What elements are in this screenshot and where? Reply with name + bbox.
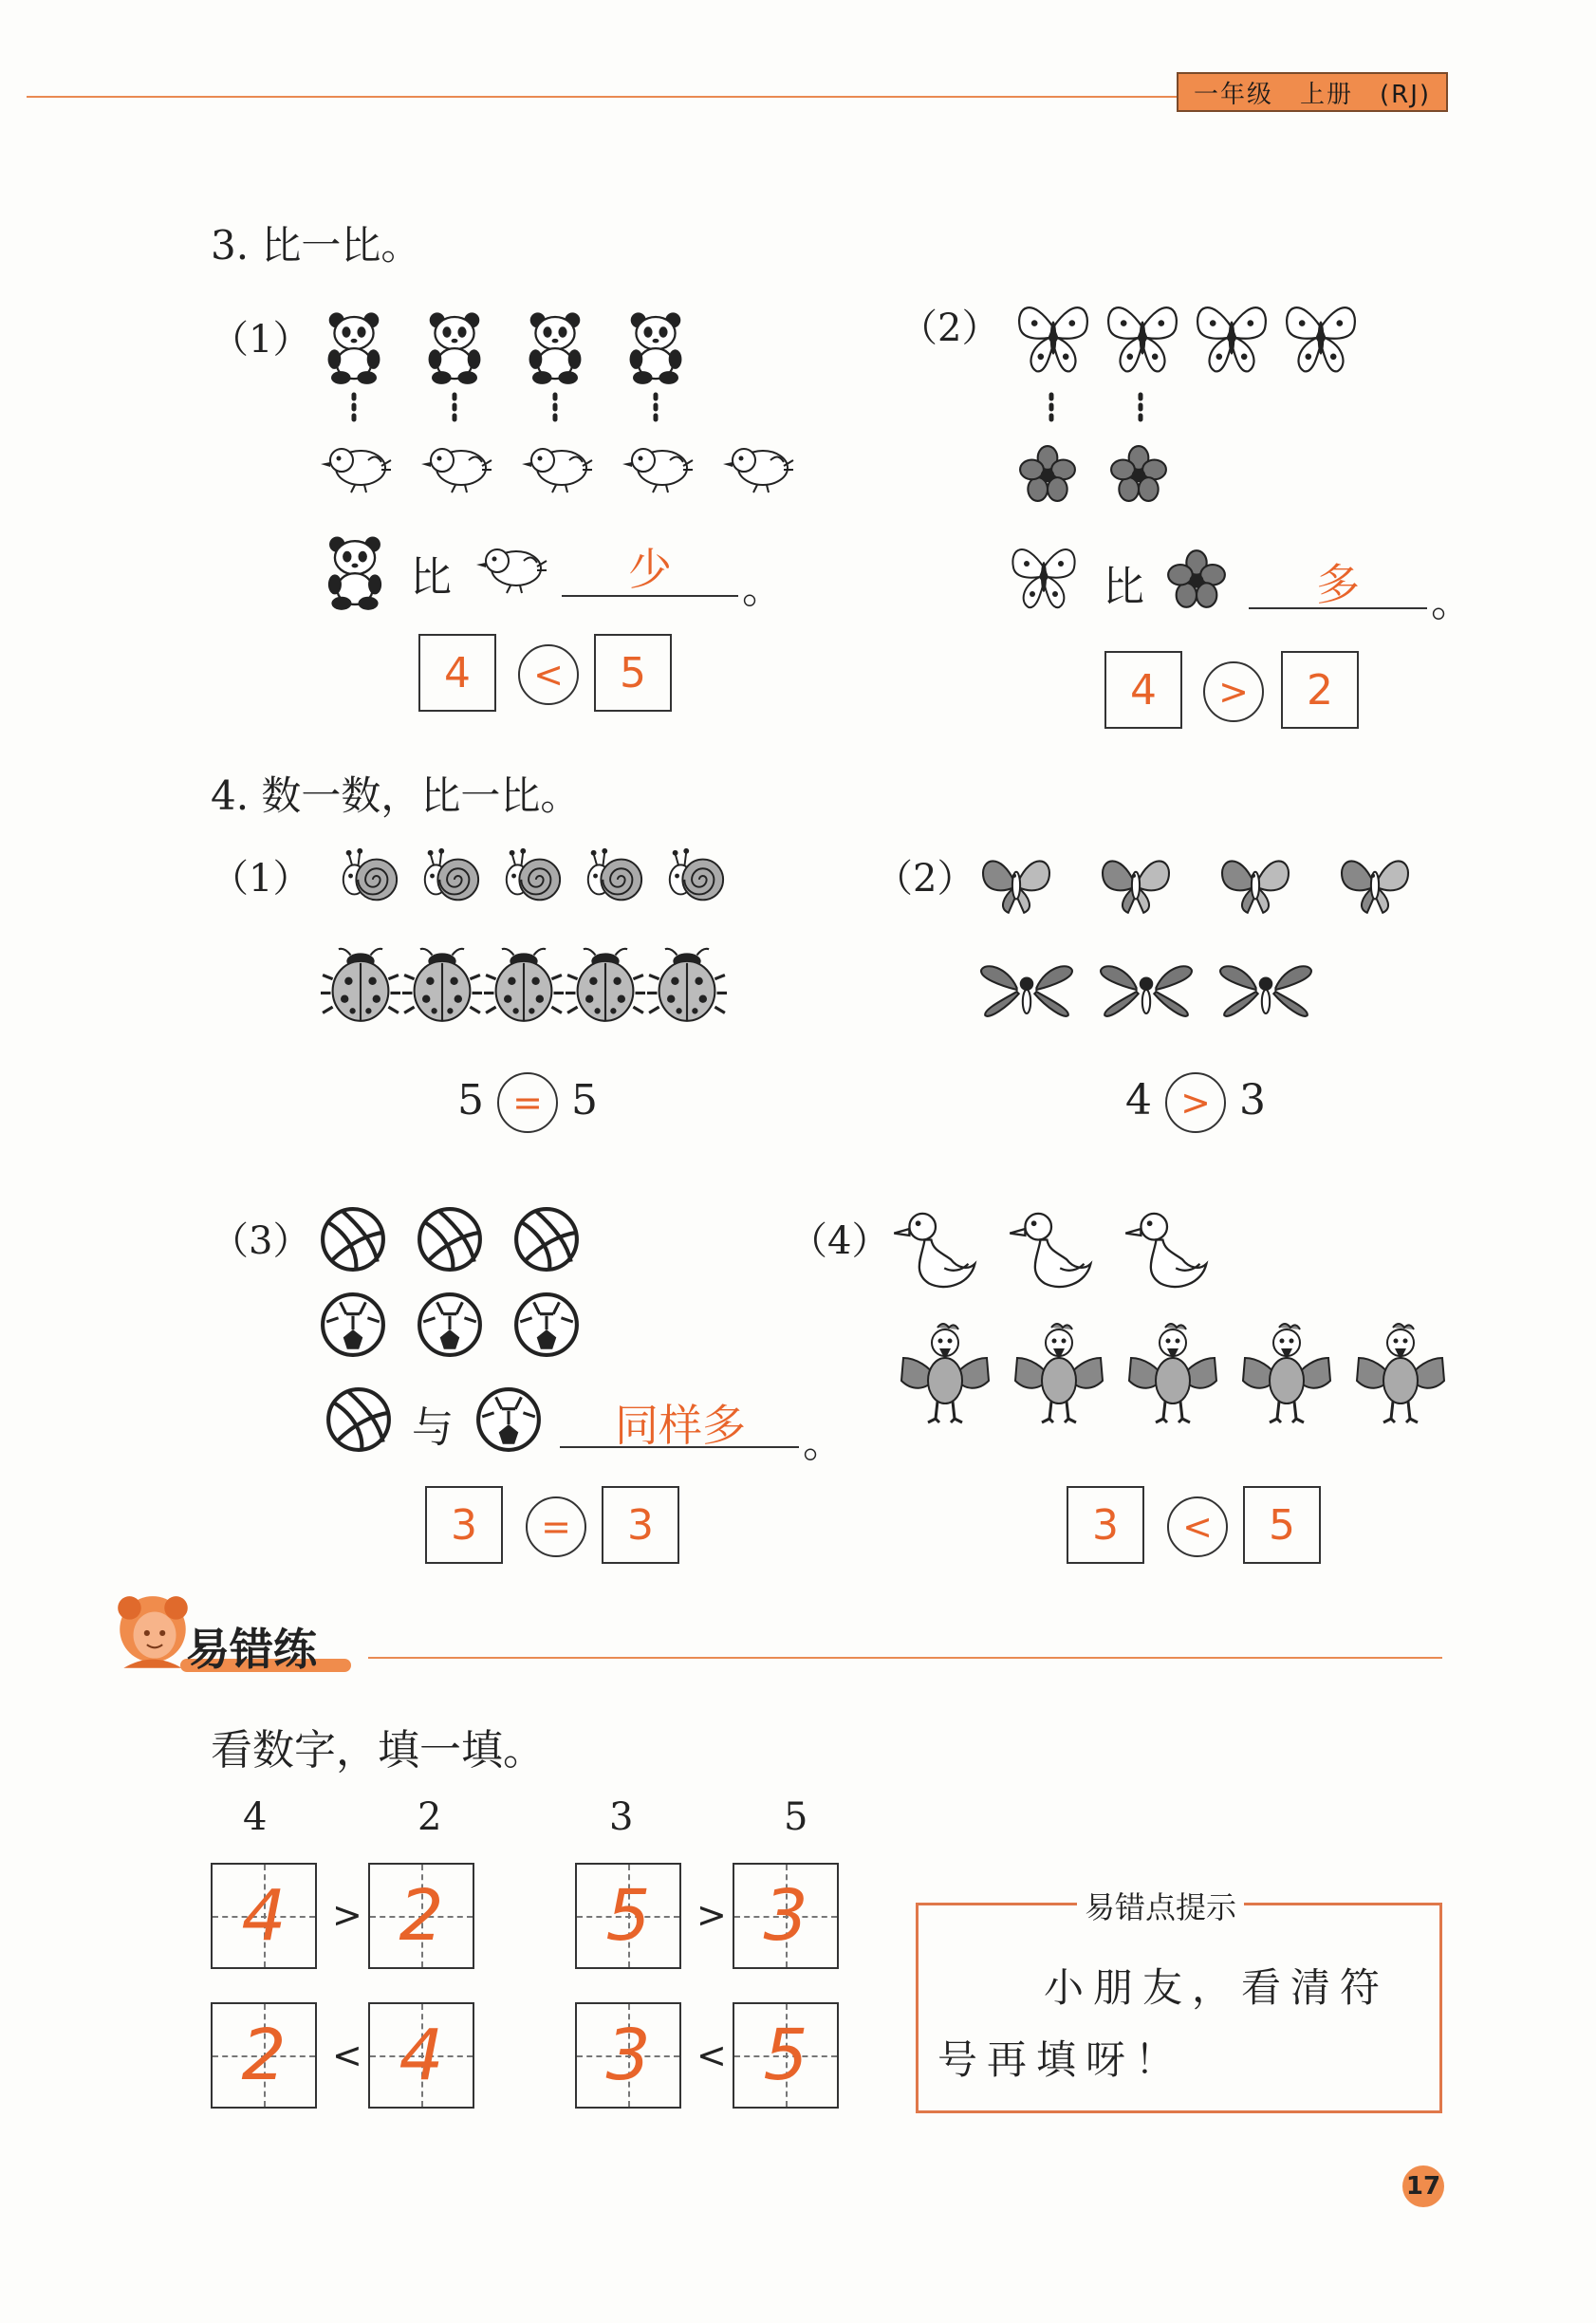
soccer-ball-icon xyxy=(512,1291,581,1359)
grid-answer: 3 xyxy=(605,2015,651,2096)
chick-icon xyxy=(721,437,797,495)
q4-part1-label: （1） xyxy=(211,857,311,901)
page-number: 17 xyxy=(1402,2165,1444,2207)
q4-part1-op-circle[interactable]: = xyxy=(497,1072,558,1133)
ladybug-icon xyxy=(647,939,727,1031)
comparison-sign: < xyxy=(332,2035,362,2076)
q3-part2-label: （2） xyxy=(900,307,1000,350)
grid-answer: 4 xyxy=(241,1875,287,1957)
practice-number-1: 4 xyxy=(243,1795,268,1839)
rooster-icon xyxy=(1125,1310,1220,1435)
flower-icon xyxy=(1165,548,1228,609)
flower-icon xyxy=(1108,444,1169,503)
ladybug-icon xyxy=(566,939,645,1031)
snail-icon xyxy=(499,843,564,911)
grid-box[interactable] xyxy=(211,2002,317,2109)
q3-part1-answer-line xyxy=(562,595,738,597)
snail-icon xyxy=(662,843,727,911)
practice-instruction: 看数字，填一填。 xyxy=(211,1726,545,1775)
q4-part1-right: 5 xyxy=(571,1076,598,1124)
q3-part1-left-box[interactable]: 4 xyxy=(418,634,496,712)
moth-icon xyxy=(977,843,1055,922)
rooster-icon xyxy=(898,1310,993,1435)
butterfly-icon xyxy=(1190,294,1273,381)
duck-icon xyxy=(1123,1205,1211,1296)
q3-part2-period: 。 xyxy=(1431,578,1473,626)
moth-icon xyxy=(1097,843,1175,922)
q3-part1-answer[interactable]: 少 xyxy=(628,544,672,595)
grid-box[interactable] xyxy=(368,1863,474,1969)
section-rule xyxy=(368,1657,1442,1659)
rooster-icon xyxy=(1011,1310,1106,1435)
grid-box[interactable] xyxy=(733,2002,839,2109)
q4-part3-left-box[interactable]: 3 xyxy=(425,1486,503,1564)
q3-part1-pandas xyxy=(321,309,700,385)
q3-part1-bi: 比 xyxy=(410,553,452,602)
chick-icon xyxy=(621,437,696,495)
grade-tag: 一年级 上册 (RJ) xyxy=(1177,72,1448,112)
snail-icon xyxy=(336,843,400,911)
butterfly-icon xyxy=(1011,294,1095,381)
panda-icon xyxy=(622,309,689,385)
soccer-ball-icon xyxy=(416,1291,484,1359)
q4-part1-snails xyxy=(336,843,734,915)
basketball-icon xyxy=(319,1205,387,1273)
question-3-title: 3. 比一比。 xyxy=(211,222,421,269)
grid-answer: 3 xyxy=(763,1875,808,1957)
q4-part3-right-box[interactable]: 3 xyxy=(602,1486,679,1564)
q4-part3-answer-line xyxy=(560,1446,799,1448)
tip-title: 易错点提示 xyxy=(1077,1884,1244,1927)
grid-box[interactable] xyxy=(211,1863,317,1969)
dragonfly-icon xyxy=(1097,957,1196,1023)
ladybug-icon xyxy=(402,939,482,1031)
q4-part3-op-circle[interactable]: = xyxy=(526,1496,586,1557)
q3-part2-answer-line xyxy=(1249,607,1427,609)
q4-part2-moths xyxy=(977,843,1423,928)
tip-line-2: 号再填呀！ xyxy=(937,2036,1185,2083)
basketball-icon xyxy=(416,1205,484,1273)
q4-part2-op-circle[interactable]: > xyxy=(1165,1072,1226,1133)
q3-part1-chicks xyxy=(319,437,812,503)
grid-box[interactable] xyxy=(368,2002,474,2109)
butterfly-icon xyxy=(1279,294,1363,381)
butterfly-icon xyxy=(1006,537,1082,617)
question-4-title: 4. 数一数，比一比。 xyxy=(211,772,581,819)
basketball-icon xyxy=(512,1205,581,1273)
ladybug-icon xyxy=(484,939,564,1031)
grid-answer: 5 xyxy=(763,2015,808,2096)
rooster-icon xyxy=(1353,1310,1448,1435)
duck-icon xyxy=(1008,1205,1095,1296)
snail-icon xyxy=(581,843,645,911)
soccer-ball-icon xyxy=(319,1291,387,1359)
q3-part1-label: （1） xyxy=(211,318,311,362)
q4-part4-label: （4） xyxy=(789,1219,890,1263)
butterfly-icon xyxy=(1101,294,1184,381)
q3-part2-dotted-links xyxy=(1011,391,1201,429)
dragonfly-icon xyxy=(977,957,1076,1023)
q3-part1-period: 。 xyxy=(742,565,784,613)
q4-part3-answer[interactable]: 同样多 xyxy=(615,1400,746,1451)
q4-part4-left-box[interactable]: 3 xyxy=(1067,1486,1144,1564)
panda-icon xyxy=(321,309,387,385)
chick-icon xyxy=(419,437,495,495)
grid-box[interactable] xyxy=(733,1863,839,1969)
panda-icon xyxy=(421,309,488,385)
snail-icon xyxy=(418,843,482,911)
panda-icon xyxy=(321,533,389,611)
panda-icon xyxy=(522,309,588,385)
q4-part1-left: 5 xyxy=(457,1076,484,1124)
moth-icon xyxy=(1336,843,1414,922)
q4-part3-label: （3） xyxy=(211,1219,311,1263)
dragonfly-icon xyxy=(1216,957,1315,1023)
q3-part2-flowers xyxy=(1015,444,1205,505)
q4-part3-yu: 与 xyxy=(412,1403,454,1452)
chick-icon xyxy=(474,537,550,596)
chick-icon xyxy=(520,437,596,495)
grid-box[interactable] xyxy=(575,2002,681,2109)
comparison-sign: > xyxy=(332,1894,362,1936)
basketball-icon xyxy=(325,1385,393,1454)
grid-answer: 2 xyxy=(241,2015,287,2096)
q3-part2-bi: 比 xyxy=(1103,563,1144,611)
q4-part4-ducks xyxy=(892,1205,1215,1300)
practice-number-4: 5 xyxy=(784,1795,808,1839)
comparison-sign: > xyxy=(696,1894,727,1936)
q4-part1-ladybugs xyxy=(321,939,738,1034)
grid-answer: 2 xyxy=(399,1875,444,1957)
grid-answer: 5 xyxy=(605,1875,651,1957)
q3-part1-right-box[interactable]: 5 xyxy=(594,634,672,712)
q4-part3-period: 。 xyxy=(803,1419,844,1467)
tip-line-1: 小朋友，看清符 xyxy=(1044,1964,1390,2011)
rooster-icon xyxy=(1239,1310,1334,1435)
q3-part1-op-circle[interactable]: < xyxy=(518,644,579,705)
ladybug-icon xyxy=(321,939,400,1031)
q4-part4-right-box[interactable]: 5 xyxy=(1243,1486,1321,1564)
moth-icon xyxy=(1216,843,1294,922)
flower-icon xyxy=(1017,444,1078,503)
q4-part2-dragonflies xyxy=(977,957,1357,1027)
header-rule xyxy=(27,96,1184,98)
q3-part2-left-box[interactable]: 4 xyxy=(1104,651,1182,729)
grid-box[interactable] xyxy=(575,1863,681,1969)
q3-part2-butterflies xyxy=(1011,294,1372,385)
comparison-sign: < xyxy=(696,2035,727,2076)
practice-number-3: 3 xyxy=(609,1795,634,1839)
practice-number-2: 2 xyxy=(418,1795,442,1839)
q4-part2-label: （2） xyxy=(875,857,975,901)
grid-answer: 4 xyxy=(399,2015,444,2096)
q4-part4-op-circle[interactable]: < xyxy=(1167,1496,1228,1557)
q4-part2-left: 4 xyxy=(1125,1076,1152,1124)
section-title: 易错练 xyxy=(186,1624,317,1675)
q3-part2-right-box[interactable]: 2 xyxy=(1281,651,1359,729)
soccer-ball-icon xyxy=(474,1385,543,1454)
duck-icon xyxy=(892,1205,979,1296)
chick-icon xyxy=(319,437,395,495)
q4-part2-right: 3 xyxy=(1239,1076,1266,1124)
q4-part3-balls xyxy=(319,1205,585,1366)
q3-part1-dotted-links xyxy=(321,391,700,429)
q3-part2-op-circle[interactable]: > xyxy=(1203,661,1264,722)
q3-part2-answer[interactable]: 多 xyxy=(1316,559,1360,610)
q4-part4-roosters xyxy=(898,1310,1467,1442)
